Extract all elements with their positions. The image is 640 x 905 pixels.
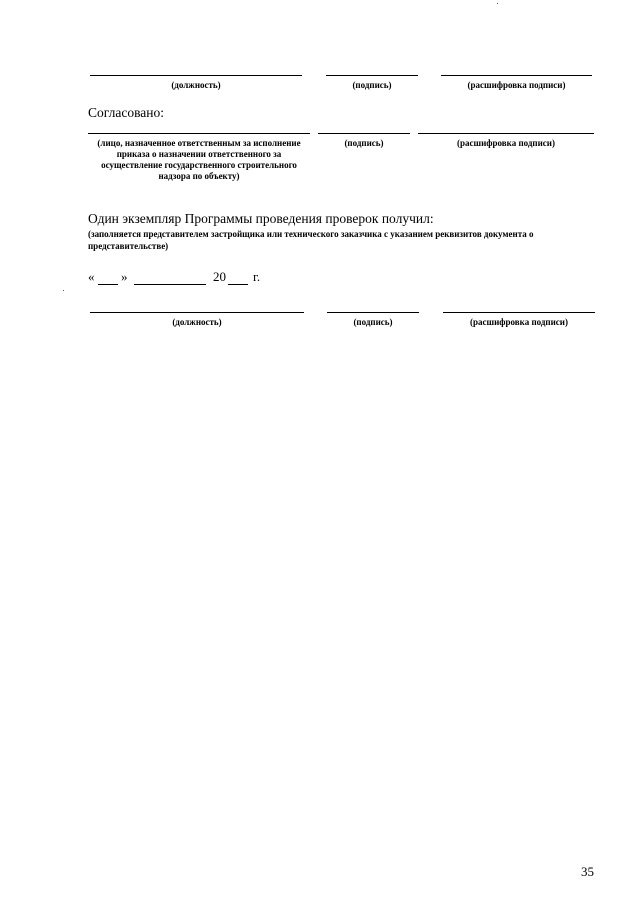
signature-line bbox=[326, 75, 418, 76]
year-prefix: 20 bbox=[213, 269, 226, 284]
signature-line bbox=[318, 133, 410, 134]
received-note: (заполняется представителем застройщика или технического заказчика с указанием реквизитов документа о представительстве) bbox=[88, 229, 534, 251]
date-close-quote: » bbox=[121, 269, 128, 284]
scan-speck bbox=[63, 290, 64, 291]
page-number: 35 bbox=[581, 864, 594, 879]
position-caption: (должность) bbox=[171, 80, 221, 90]
signature-caption: (подпись) bbox=[353, 317, 393, 327]
month-blank bbox=[134, 284, 206, 285]
signature-caption: (подпись) bbox=[352, 80, 392, 90]
received-heading: Один экземпляр Программы проведения проверок получил: bbox=[88, 211, 434, 226]
signature-line bbox=[327, 312, 419, 313]
decoding-caption: (расшифровка подписи) bbox=[467, 80, 566, 90]
decoding-line bbox=[418, 133, 594, 134]
decoding-caption: (расшифровка подписи) bbox=[470, 317, 568, 327]
day-blank bbox=[98, 284, 118, 285]
decoding-line bbox=[443, 312, 595, 313]
position-line bbox=[90, 312, 304, 313]
scan-speck bbox=[497, 3, 498, 4]
year-blank bbox=[228, 284, 248, 285]
position-line bbox=[90, 75, 302, 76]
position-caption: (должность) bbox=[172, 317, 222, 327]
date-open-quote: « bbox=[88, 269, 95, 284]
person-line bbox=[88, 133, 310, 134]
decoding-line bbox=[441, 75, 592, 76]
year-suffix: г. bbox=[253, 269, 261, 284]
approved-heading: Согласовано: bbox=[88, 105, 164, 120]
person-caption: (лицо, назначенное ответственным за исполнение приказа о назначении ответственного за осуществление государственного строительного надзора по объекту) bbox=[97, 138, 301, 181]
decoding-caption: (расшифровка подписи) bbox=[457, 138, 555, 148]
signature-caption: (подпись) bbox=[344, 138, 384, 148]
